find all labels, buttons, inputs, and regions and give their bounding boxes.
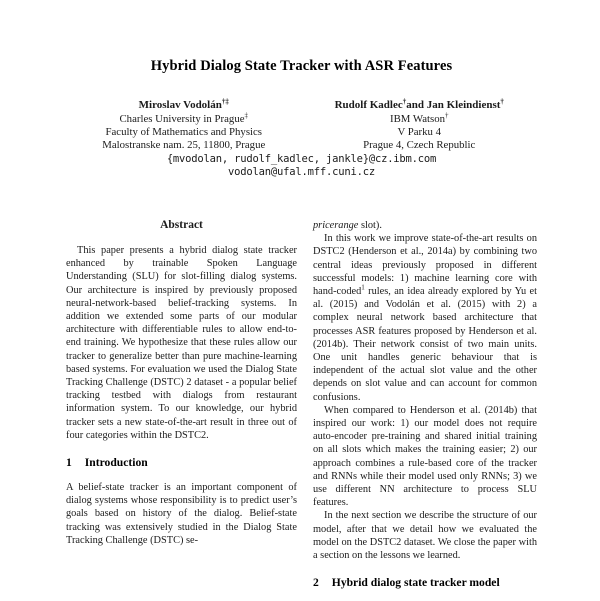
email-block [66, 153, 537, 178]
affiliation-left-marker: ‡ [244, 111, 249, 120]
affiliation-left-line1 [66, 113, 302, 126]
author-right [302, 99, 538, 152]
left-column [66, 219, 297, 601]
author-name-left [66, 99, 302, 112]
affiliation-right-line2: V Parku 4 [397, 126, 442, 138]
author-left-affil-marker: †‡ [221, 97, 229, 106]
author-right-marker1: † [402, 97, 407, 106]
affiliation-right-line1 [302, 113, 538, 126]
right-column [313, 219, 537, 601]
column2-paragraph-1-part-b: rules, an idea already explored by Yu et al. (2015) and Vodolán et al. (2015) with 2) a complex neural network based architecture that processes ASR features proposed by Henderson et al. (2014b). Their network consist of two main units. One unit handles generic behaviour that is independent of the actual slot value and the other depends on slot value and can account for common confusions. [313, 286, 537, 403]
section-1-heading [66, 456, 297, 469]
author-name-right [302, 99, 538, 112]
section-2-number: 2 [313, 576, 319, 590]
section-1-number: 1 [66, 456, 72, 470]
email-line-2: vodolan@ufal.mff.cuni.cz [228, 165, 375, 178]
affiliation-right-marker: † [445, 111, 449, 120]
section-2-heading [313, 576, 537, 589]
column2-paragraph-0-rest: slot). [358, 220, 382, 231]
author-left [66, 99, 302, 152]
paper-title: Hybrid Dialog State Tracker with ASR Features [150, 58, 453, 74]
email-line-1: {mvodolan, rudolf_kadlec, jankle}@cz.ibm.com [166, 153, 437, 165]
author-name-right-text2: and Jan Kleindienst [406, 99, 501, 111]
author-name-right-text1: Rudolf Kadlec [334, 99, 403, 111]
author-name-left-text: Miroslav Vodolán [138, 99, 222, 111]
author-block [66, 99, 537, 152]
footnote-1-marker: 1 [361, 283, 365, 292]
column2-paragraph-2: When compared to Henderson et al. (2014b) that inspired our work: 1) our model does not require auto-encoder pre-training and shared initial training on all slots which makes the training easier; 2) our approach combines a rule-based core of the tracker and RNNs while their model used only RNNs; 3) we use different NN architecture to process SLU features. [313, 404, 537, 509]
column2-paragraph-1-part-a: In this work we improve state-of-the-art results on DSTC2 (Henderson et al., 2014a) by combining two central ideas previously proposed in different successful models: 1) machine learning core with hand-coded [313, 233, 537, 298]
abstract-heading: Abstract [160, 219, 203, 231]
column2-paragraph-1 [313, 232, 537, 404]
affiliation-right-line3: Prague 4, Czech Republic [363, 139, 476, 151]
section-1-title: Introduction [84, 456, 148, 470]
affiliation-right-line1-text: IBM Watson [389, 113, 446, 125]
two-column-body [66, 219, 537, 601]
affiliation-left-line3: Malostranske nam. 25, 11800, Prague [102, 139, 266, 151]
column2-paragraph-0 [313, 219, 537, 232]
affiliation-left-line2: Faculty of Mathematics and Physics [105, 126, 263, 138]
column2-paragraph-3: In the next section we describe the structure of our model, after that we detail how we evaluated the model on the DSTC2 dataset. We close the paper with a section on the lessons we learned. [313, 510, 537, 562]
pricerange-italic: pricerange [313, 220, 359, 231]
abstract-text: This paper presents a hybrid dialog state tracker enhanced by trainable Spoken Language Understanding (SLU) for slot-filling dialog systems. Our architecture is inspired by previously proposed neural-network-based belief-tracking systems. In addition we extended some parts of our modular architecture with differentiable rules to allow end-to-end training. We hypothesize that these rules allow our tracker to generalize better than pure machine-learning based systems. For evaluation we used the Dialog State Tracking Challenge (DSTC) 2 dataset - a popular belief tracking testbed with dialogs from restaurant information system. To our knowledge, our hybrid tracker sets a new state-of-the-art result in three out of four categories within the DSTC2. [66, 245, 297, 441]
section-2-title: Hybrid dialog state tracker model [331, 576, 500, 590]
introduction-paragraph: A belief-state tracker is an important component of dialog systems whose responsibility is to predict user’s goals based on history of the dialog. Belief-state tracking was extensively studied in the Dialog State Tracking Challenge (DSTC) se- [66, 482, 297, 546]
affiliation-left-line1-text: Charles University in Prague [119, 113, 245, 125]
author-right-marker2: † [500, 97, 504, 106]
